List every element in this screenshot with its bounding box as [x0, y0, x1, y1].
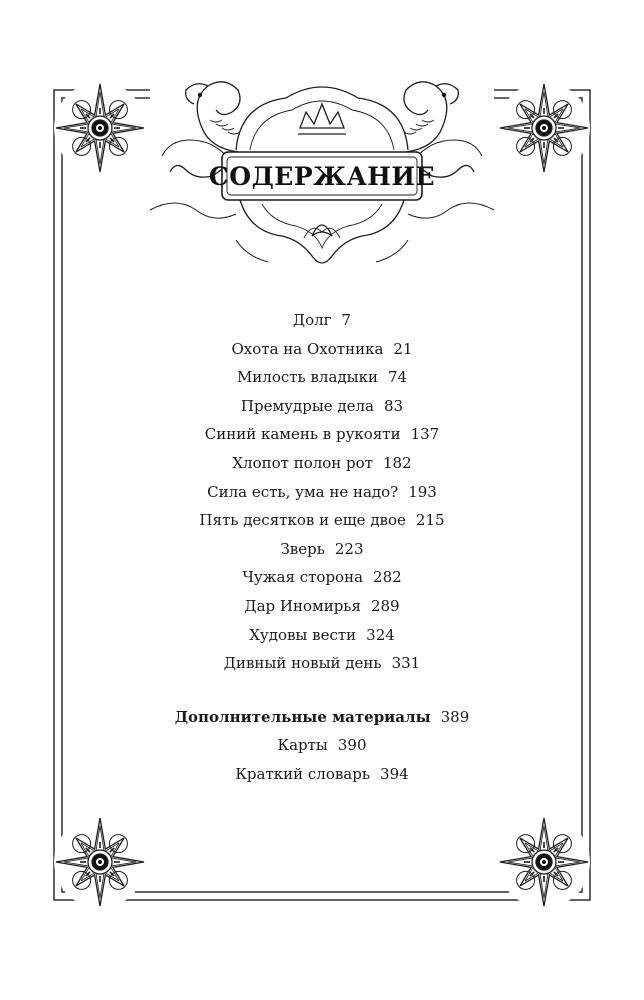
- corner-ornament-top-left: [54, 82, 146, 174]
- chapter-page-number: 21: [393, 339, 413, 358]
- chapter-title: Чужая сторона: [242, 568, 364, 587]
- extras-list: [100, 703, 544, 789]
- chapter-title: Долг: [292, 311, 332, 329]
- chapter-list: [100, 306, 544, 678]
- extra-entry: [100, 760, 544, 789]
- extra-entry: [100, 731, 544, 760]
- chapter-page-number: 289: [370, 596, 400, 615]
- corner-ornament-bottom-left: [54, 816, 146, 908]
- chapter-entry: [100, 563, 544, 592]
- extra-page-number: 394: [380, 764, 409, 783]
- chapter-page-number: 182: [382, 453, 412, 472]
- page-title: СОДЕРЖАНИЕ: [208, 161, 436, 191]
- chapter-page-number: 7: [341, 311, 352, 329]
- chapter-entry: [100, 592, 544, 621]
- chapter-title: Милость владыки: [236, 368, 378, 387]
- extra-page-number: 389: [440, 707, 470, 726]
- table-of-contents: [100, 306, 544, 789]
- chapter-page-number: 324: [366, 625, 395, 644]
- chapter-entry: [100, 535, 544, 564]
- chapter-title: Дар Иномирья: [244, 596, 361, 615]
- chapter-page-number: 83: [383, 396, 404, 415]
- chapter-title: Премудрые дела: [240, 396, 374, 415]
- chapter-title: Хлопот полон рот: [232, 453, 373, 472]
- chapter-title: Дивный новый день: [223, 654, 382, 673]
- chapter-entry: [100, 621, 544, 650]
- chapter-entry: [100, 649, 544, 678]
- chapter-page-number: 282: [373, 568, 402, 587]
- chapter-entry: [100, 335, 544, 364]
- chapter-title: Охота на Охотника: [231, 339, 384, 358]
- corner-ornament-bottom-right: [498, 816, 590, 908]
- chapter-entry: [100, 478, 544, 507]
- chapter-entry: [100, 506, 544, 535]
- chapter-page-number: 223: [334, 539, 364, 558]
- chapter-page-number: 193: [408, 482, 437, 501]
- chapter-page-number: 331: [391, 654, 421, 673]
- extra-title: Карты: [277, 736, 328, 755]
- chapter-title: Синий камень в рукояти: [204, 425, 401, 444]
- chapter-title: Пять десятков и еще двое: [199, 511, 406, 530]
- heading-plate: [208, 152, 436, 200]
- chapter-title: Зверь: [280, 539, 325, 558]
- chapter-title: Сила есть, ума не надо?: [207, 482, 399, 501]
- chapter-title: Худовы вести: [249, 625, 357, 644]
- chapter-entry: [100, 306, 544, 335]
- corner-ornament-top-right: [498, 82, 590, 174]
- chapter-entry: [100, 420, 544, 449]
- extra-title: Краткий словарь: [235, 764, 371, 783]
- chapter-entry: [100, 363, 544, 392]
- chapter-page-number: 74: [387, 368, 408, 387]
- extra-entry: [100, 703, 544, 732]
- chapter-page-number: 137: [410, 425, 440, 444]
- chapter-entry: [100, 449, 544, 478]
- extra-page-number: 390: [337, 736, 367, 755]
- chapter-page-number: 215: [415, 511, 445, 530]
- extra-title: Дополнительные материалы: [174, 707, 431, 726]
- chapter-entry: [100, 392, 544, 421]
